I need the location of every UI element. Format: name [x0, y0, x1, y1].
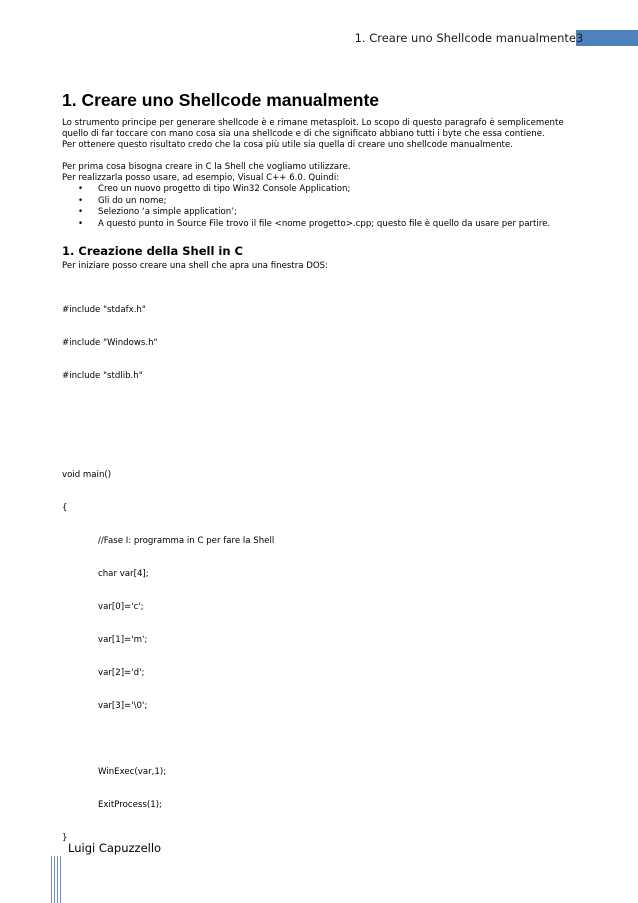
code-line: #include "Windows.h" — [62, 338, 158, 348]
intro-line: Per ottenere questo risultato credo che la cosa più utile sia quella di creare uno shellcode manualmente. — [62, 140, 513, 150]
prep-paragraph — [62, 162, 582, 184]
footer-decoration — [51, 856, 63, 903]
code-line: var[0]='c'; — [98, 602, 144, 612]
prep-line: Per realizzarla posso usare, ad esempio, Visual C++ 6.0. Quindi: — [62, 173, 340, 183]
code-line: #include "stdlib.h" — [62, 371, 143, 381]
footer-author: Luigi Capuzzello — [68, 841, 162, 855]
header-page-accent — [576, 30, 638, 46]
header-page-number: 3 — [576, 31, 584, 45]
bullet-icon: • — [78, 184, 84, 194]
code-line: WinExec(var,1); — [98, 767, 167, 777]
page-content — [62, 90, 582, 866]
section-title: 1. Creazione della Shell in C — [62, 244, 243, 258]
code-line: ExitProcess(1); — [98, 800, 162, 810]
bullet-icon: • — [78, 207, 84, 217]
intro-line: quello di far toccare con mano cosa sia una shellcode e di che significato abbiano tutti i byte che essa contiene. — [62, 129, 545, 139]
list-item: • A questo punto in Source File trovo il file <nome progetto>.cpp; questo file è quello da usare per partire. — [78, 218, 551, 229]
list-item: • Seleziono ‘a simple application’; — [78, 207, 237, 217]
list-item: • Creo un nuovo progetto di tipo Win32 Console Application; — [78, 184, 351, 194]
intro-paragraph — [62, 118, 582, 151]
code-line: //Fase I: programma in C per fare la Shell — [98, 536, 275, 546]
bullet-icon: • — [78, 218, 84, 229]
code-block — [62, 283, 582, 866]
code-line: var[2]='d'; — [98, 668, 145, 678]
code-line: char var[4]; — [98, 569, 149, 579]
bullet-icon: • — [78, 195, 84, 206]
code-line: { — [62, 503, 68, 513]
code-line: var[3]='\0'; — [98, 701, 148, 711]
code-line: void main() — [62, 470, 112, 480]
code-line: } — [62, 833, 68, 843]
header-title: 1. Creare uno Shellcode manualmente — [354, 31, 576, 45]
prep-line: Per prima cosa bisogna creare in C la Shell che vogliamo utilizzare. — [62, 162, 351, 172]
list-item: • Gli do un nome; — [78, 195, 167, 206]
code-line: var[1]='m'; — [98, 635, 148, 645]
code-line: #include "stdafx.h" — [62, 305, 146, 315]
main-title: 1. Creare uno Shellcode manualmente — [62, 90, 380, 110]
section-intro: Per iniziare posso creare una shell che apra una finestra DOS: — [62, 261, 329, 271]
steps-list — [62, 184, 582, 230]
intro-line: Lo strumento principe per generare shellcode è e rimane metasploit. Lo scopo di questo paragrafo è semplicemente — [62, 118, 564, 128]
